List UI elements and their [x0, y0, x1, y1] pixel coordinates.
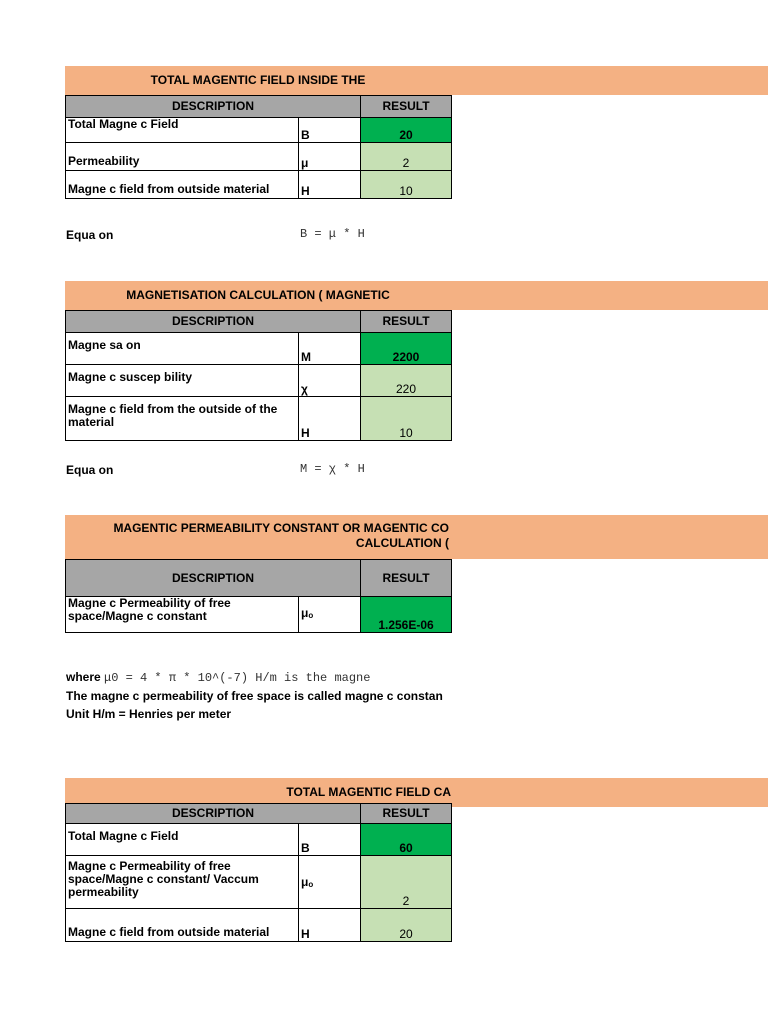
section-4-table [65, 803, 452, 942]
row-symbol-mu0: μo [299, 856, 361, 909]
equation-label: Equa on [66, 228, 114, 242]
description-header: DESCRIPTION [66, 311, 361, 333]
row-symbol-B: B [299, 824, 361, 856]
input-cell-H[interactable]: 10 [361, 171, 452, 199]
row-symbol-H: H [299, 909, 361, 942]
equation-formula: B = μ * H [300, 227, 365, 241]
table-row [66, 365, 452, 397]
section-2-table [65, 310, 452, 441]
section-1-table [65, 95, 452, 199]
row-symbol-B: B [299, 118, 361, 143]
result-cell-B[interactable]: 20 [361, 118, 452, 143]
input-cell-H[interactable]: 10 [361, 397, 452, 441]
input-cell-chi[interactable]: 220 [361, 365, 452, 397]
row-label-total-magnetic-field: Total Magne c Field [66, 824, 299, 856]
section-2-title: MAGNETISATION CALCULATION ( MAGNETIC [126, 288, 390, 302]
result-cell-M[interactable]: 2200 [361, 333, 452, 365]
table-row [66, 856, 452, 909]
section-3-table [65, 559, 452, 633]
result-cell-mu0[interactable]: 1.256E-06 [361, 597, 452, 633]
row-label-permeability: Permeability [66, 143, 299, 171]
row-symbol-M: M [299, 333, 361, 365]
row-symbol-chi: χ [299, 365, 361, 397]
row-symbol-H: H [299, 171, 361, 199]
row-symbol-mu: μ [299, 143, 361, 171]
section-1-title-band [65, 66, 768, 95]
table-row [66, 824, 452, 856]
table-row [66, 118, 452, 143]
table-row [66, 333, 452, 365]
note-formula: μ0 = 4 * π * 10^(-7) H/m is the magne [104, 671, 371, 685]
row-label-total-magnetic-field: Total Magne c Field [66, 118, 299, 143]
row-label-permeability-free-space: Magne c Permeability of free space/Magne c constant [66, 597, 299, 633]
section-2-title-band [65, 281, 768, 310]
row-label-permeability-free-space: Magne c Permeability of free space/Magne c constant/ Vaccum permeability [66, 856, 299, 909]
row-label-outside-field: Magne c field from outside material [66, 171, 299, 199]
section-3-title: MAGENTIC PERMEABILITY CONSTANT OR MAGENTIC CO CALCULATION ( [113, 521, 449, 550]
description-header: DESCRIPTION [66, 560, 361, 597]
table-row [66, 597, 452, 633]
row-label-susceptibility: Magne c suscep bility [66, 365, 299, 397]
description-header: DESCRIPTION [66, 804, 361, 824]
table-header-row [66, 311, 452, 333]
table-row [66, 397, 452, 441]
note-magnetic-constant: The magne c permeability of free space is called magne c constan [66, 689, 443, 703]
table-header-row [66, 804, 452, 824]
section-4-title: TOTAL MAGENTIC FIELD CA [286, 785, 451, 799]
table-row [66, 909, 452, 942]
input-cell-mu0[interactable]: 2 [361, 856, 452, 909]
result-header: RESULT [361, 804, 452, 824]
row-symbol-mu0: μo [299, 597, 361, 633]
row-label-magnetisation: Magne sa on [66, 333, 299, 365]
note-formula-line: where μ0 = 4 * π * 10^(-7) H/m is the magne [66, 670, 371, 685]
row-label-outside-field: Magne c field from outside material [66, 909, 299, 942]
description-header: DESCRIPTION [66, 96, 361, 118]
table-row [66, 171, 452, 199]
input-cell-mu[interactable]: 2 [361, 143, 452, 171]
section-1-title: TOTAL MAGENTIC FIELD INSIDE THE [150, 73, 366, 87]
note-unit: Unit H/m = Henries per meter [66, 707, 232, 721]
table-row [66, 143, 452, 171]
table-header-row [66, 96, 452, 118]
equation-label: Equa on [66, 463, 114, 477]
input-cell-H[interactable]: 20 [361, 909, 452, 942]
row-symbol-H: H [299, 397, 361, 441]
result-header: RESULT [361, 311, 452, 333]
section-3-title-band [65, 515, 768, 559]
equation-formula: M = χ * H [300, 462, 365, 476]
table-header-row [66, 560, 452, 597]
row-label-outside-field: Magne c field from the outside of the material [66, 397, 299, 441]
result-header: RESULT [361, 96, 452, 118]
result-header: RESULT [361, 560, 452, 597]
result-cell-B[interactable]: 60 [361, 824, 452, 856]
